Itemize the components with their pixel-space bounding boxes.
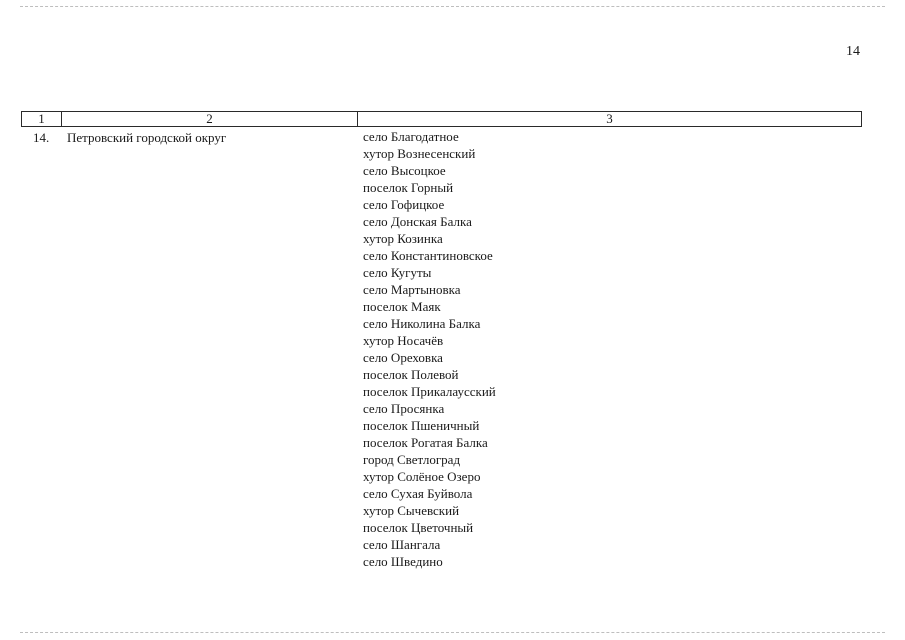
settlement-item: село Николина Балка bbox=[363, 316, 481, 331]
settlement-item: село Шведино bbox=[363, 554, 443, 569]
header-cell-3: 3 bbox=[606, 111, 613, 126]
settlement-item: поселок Пшеничный bbox=[363, 418, 480, 433]
settlement-item: село Благодатное bbox=[363, 129, 459, 144]
settlement-item: поселок Рогатая Балка bbox=[363, 435, 488, 450]
settlement-item: поселок Маяк bbox=[363, 299, 441, 314]
settlement-item: село Кугуты bbox=[363, 265, 432, 280]
header-cell-2: 2 bbox=[62, 112, 358, 126]
settlement-item: село Ореховка bbox=[363, 350, 443, 365]
settlement-item: хутор Козинка bbox=[363, 231, 443, 246]
settlement-item: село Высоцкое bbox=[363, 163, 446, 178]
settlement-item: село Гофицкое bbox=[363, 197, 445, 212]
scan-artifact-bottom bbox=[20, 632, 885, 633]
settlement-item: поселок Прикалаусский bbox=[363, 384, 496, 399]
settlement-item: село Мартыновка bbox=[363, 282, 461, 297]
header-cell-1: 1 bbox=[22, 112, 62, 126]
scan-artifact-top bbox=[20, 6, 885, 7]
settlement-item: село Донская Балка bbox=[363, 214, 472, 229]
settlement-item: село Просянка bbox=[363, 401, 445, 416]
settlement-item: поселок Горный bbox=[363, 180, 454, 195]
settlement-item: село Шангала bbox=[363, 537, 441, 552]
table-header-row bbox=[21, 111, 862, 127]
page-number: 14 bbox=[846, 44, 860, 59]
district-name: Петровский городской округ bbox=[67, 130, 227, 145]
settlement-item: село Сухая Буйвола bbox=[363, 486, 473, 501]
settlement-item: хутор Вознесенский bbox=[363, 146, 476, 161]
settlement-item: хутор Сычевский bbox=[363, 503, 460, 518]
settlement-item: город Светлоград bbox=[363, 452, 461, 467]
settlement-item: поселок Полевой bbox=[363, 367, 459, 382]
settlement-item: поселок Цветочный bbox=[363, 520, 474, 535]
settlement-item: хутор Носачёв bbox=[363, 333, 444, 348]
settlement-list bbox=[363, 128, 496, 570]
row-number: 14. bbox=[33, 130, 50, 145]
settlement-item: хутор Солёное Озеро bbox=[363, 469, 481, 484]
settlement-item: село Константиновское bbox=[363, 248, 493, 263]
